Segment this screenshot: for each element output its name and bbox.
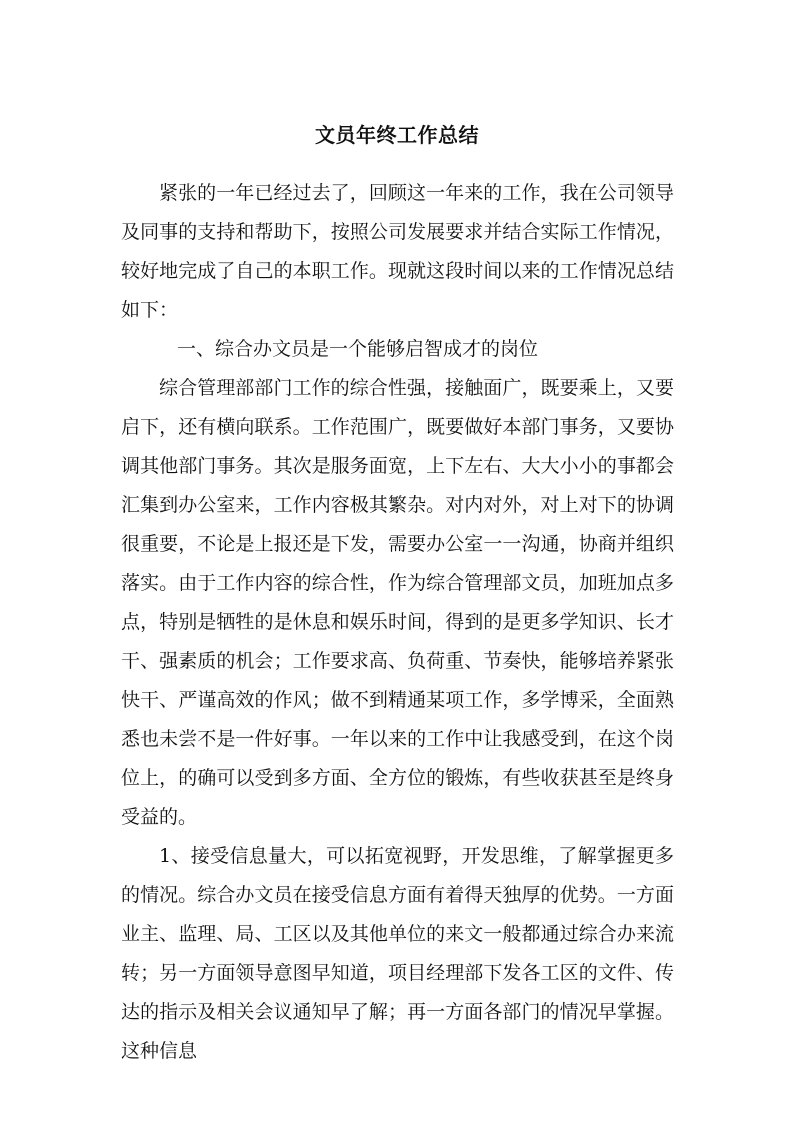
paragraph-section-1: 综合管理部部门工作的综合性强，接触面广，既要乘上，又要启下，还有横向联系。工作范围广，既要做好本部门事务，又要协调其他部门事务。其次是服务面宽，上下左右、大大小小的事都会汇集到办公室来，工作内容极其繁杂。对内对外，对上对下的协调很重要，不论是上报还是下发，需要办公室一一沟通，协商并组织落实。由于工作内容的综合性，作为综合管理部文员，加班加点多点，特别是牺牲的是休息和娱乐时间，得到的是更多学知识、长才干、强素质的机会；工作要求高、负荷重、节奏快，能够培养紧张快干、严谨高效的作风；做不到精通某项工作，多学博采，全面熟悉也未尝不是一件好事。一年以来的工作中让我感受到，在这个岗位上，的确可以受到多方面、全方位的锻炼，有些收获甚至是终身受益的。 (121, 377, 674, 828)
document-body (121, 174, 674, 1071)
paragraph-point-1: 1、接受信息量大，可以拓宽视野，开发思维，了解掌握更多的情况。综合办文员在接受信息方面有着得天独厚的优势。一方面业主、监理、局、工区以及其他单位的来文一般都通过综合办来流转；另一方面领导意图早知道，项目经理部下发各工区的文件、传达的指示及相关会议通知早了解；再一方面各部门的情况早掌握。这种信息 (121, 845, 674, 1062)
document-title: 文员年终工作总结 (315, 123, 479, 147)
section-heading-1: 一、综合办文员是一个能够启智成才的岗位 (177, 338, 539, 360)
paragraph-intro: 紧张的一年已经过去了，回顾这一年来的工作，我在公司领导及同事的支持和帮助下，按照公司发展要求并结合实际工作情况，较好地完成了自己的本职工作。现就这段时间以来的工作情况总结如下： (121, 182, 674, 321)
